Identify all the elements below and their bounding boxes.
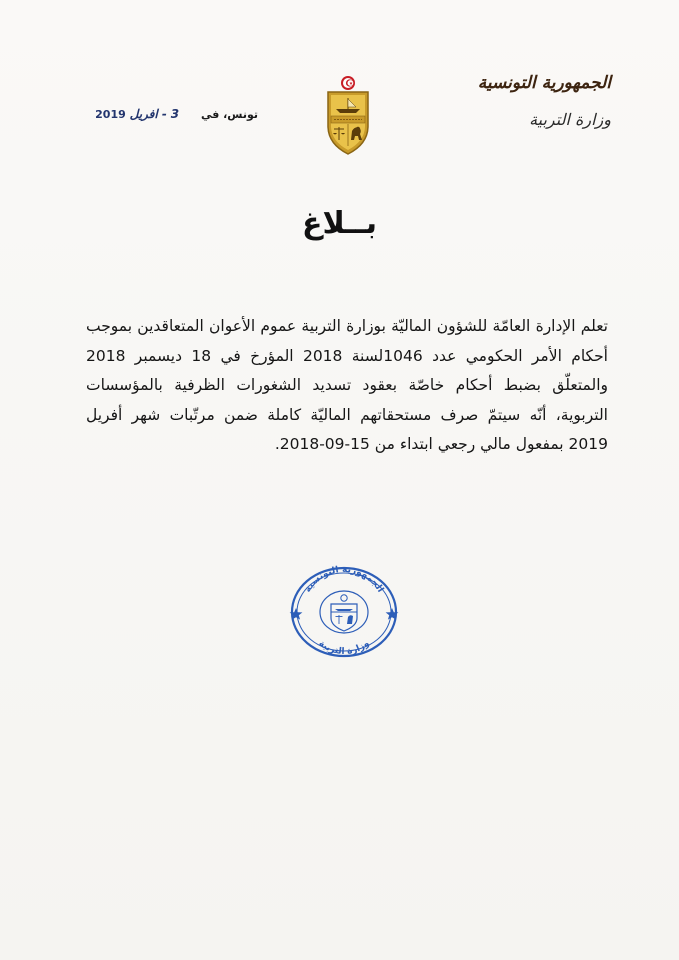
ministry-name: وزارة التربية xyxy=(529,110,611,129)
date-city: تونس، في xyxy=(200,108,258,121)
announcement-body xyxy=(86,312,608,460)
date-line: تونس، في 3 - افريل 2019 xyxy=(95,107,258,121)
document-title: بــلاغ xyxy=(301,206,378,241)
date-year: 2019 xyxy=(95,108,126,121)
stamp-outer-text: الجمهورية التونسية xyxy=(302,564,386,595)
svg-text:الجمهورية التونسية xyxy=(303,565,385,594)
svg-text:وزارة التربية xyxy=(317,639,372,657)
tunisia-coat-of-arms-icon xyxy=(318,74,378,158)
date-month: افريل xyxy=(129,107,158,121)
stamp-inner-text: وزارة التربية xyxy=(316,638,372,658)
letterhead xyxy=(477,72,611,130)
ministry-stamp-icon xyxy=(286,560,402,660)
announcement-paragraph: تعلم الإدارة العامّة للشؤون الماليّة بوزارة التربية عموم الأعوان المتعاقدين بموجب أحكام الأمر الحكومي عدد 1046لسنة 2018 المؤرخ في 18 ديسمبر 2018 والمتعلّق بضبط أحكام خاصّة بعقود تسديد الشغورات الظرفية بالمؤسسات التربوية، أنّه سيتمّ صرف مستحقاتهم الماليّة كاملة ضمن مرتّبات شهر أفريل 2019 بمفعول مالي رجعي ابتداء من 15-09-2018. xyxy=(86,317,608,453)
date-day: 3 xyxy=(170,107,180,121)
republic-name: الجمهورية التونسية xyxy=(477,73,611,93)
